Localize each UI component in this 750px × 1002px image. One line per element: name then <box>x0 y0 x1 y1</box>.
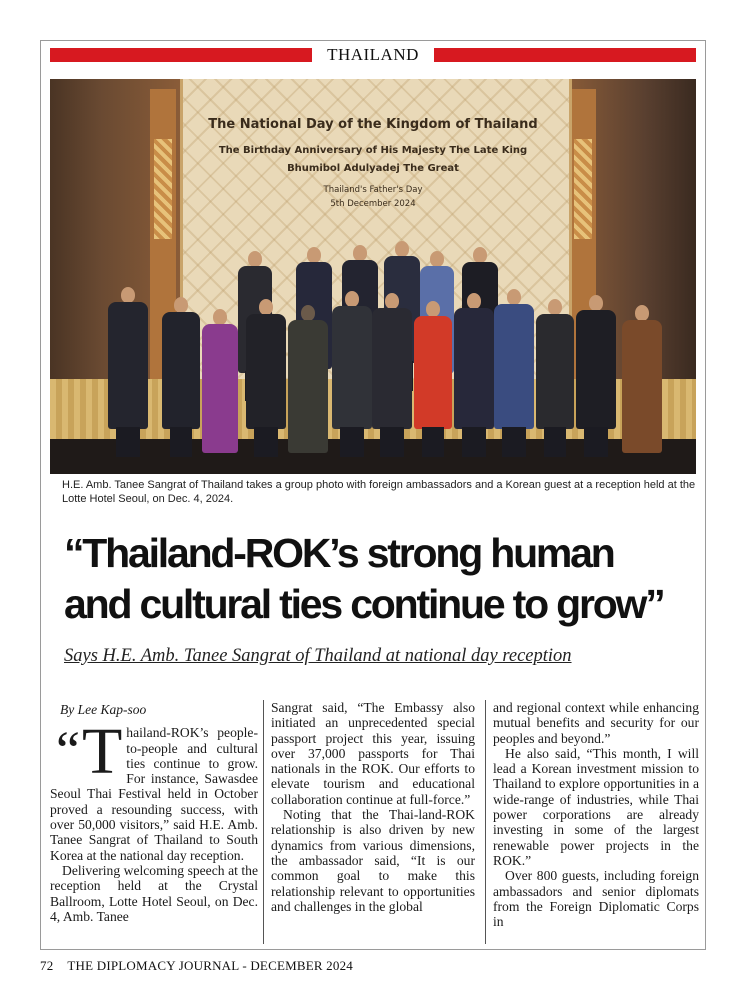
section-header <box>50 44 696 66</box>
photo-person <box>576 295 616 457</box>
photo-person <box>202 309 238 455</box>
photo-person <box>162 297 200 457</box>
paragraph: Noting that the Thai-land-ROK relationship is also driven by new dynamics from various dimensions, the ambassador said, “It is our common goal to make this relationship relevant to opportunities and challenges in the global <box>271 807 475 914</box>
photo-person <box>414 301 452 457</box>
section-bar-right <box>434 48 696 62</box>
article-column-3 <box>493 700 699 929</box>
photo-person <box>332 291 372 457</box>
page-number: 72 <box>40 958 54 973</box>
paragraph: hailand-ROK’s people-to-people and cultural ties continue to grow. For instance, Sawasdee Seoul Thai Festival held in October proved a resounding success, with over 50,000 visitors,” said H.E. Amb. Tanee Sangrat of Thailand to South Korea at the national day reception. <box>50 725 258 863</box>
column-rule <box>485 700 486 944</box>
paragraph: and regional context while enhancing mutual benefits and security for our peoples and beyond.” <box>493 700 699 746</box>
byline: By Lee Kap-soo <box>60 702 147 717</box>
column-rule <box>263 700 264 944</box>
headline-line-1: “Thailand-ROK’s strong human <box>64 530 614 576</box>
drop-cap: T <box>81 715 123 789</box>
paragraph: He also said, “This month, I will lead a Korean investment mission to Thailand to explore opportunities in a wide-range of industries, while Thai power corporations are already investing in some of the largest renewable power projects in the ROK.” <box>493 745 699 868</box>
article-column-1 <box>50 700 258 924</box>
backdrop-line-3: Bhumibol Adulyadej The Great <box>287 163 459 174</box>
paragraph: Over 800 guests, including foreign ambassadors and senior diplomats from the Foreign Diplomatic Corps in <box>493 868 699 930</box>
photo-person <box>454 293 494 457</box>
group-photo <box>50 79 696 474</box>
photo-person <box>108 287 148 457</box>
article-column-2 <box>271 700 475 914</box>
photo-person <box>372 293 412 457</box>
paragraph: Sangrat said, “The Embassy also initiated an unprecedented special passport project this year, issuing over 37,000 passports for Thai nationals in the ROK. Our efforts to elevate tourism and educational collaboration continue at full-force.” <box>271 700 475 807</box>
open-quote-mark: “ <box>56 720 80 781</box>
headline-line-2: and cultural ties continue to grow” <box>64 581 664 627</box>
headline <box>64 528 704 630</box>
backdrop-line-1: The National Day of the Kingdom of Thailand <box>208 117 538 132</box>
section-bar-left <box>50 48 312 62</box>
backdrop-line-5: 5th December 2024 <box>330 199 416 209</box>
publication-name: THE DIPLOMACY JOURNAL - DECEMBER 2024 <box>67 958 353 973</box>
paragraph: Delivering welcoming speech at the reception held at the Crystal Ballroom, Lotte Hotel Seoul, on Dec. 4, Amb. Tanee <box>50 862 258 924</box>
section-title: THAILAND <box>327 45 419 64</box>
photo-person <box>494 289 534 457</box>
photo-caption: H.E. Amb. Tanee Sangrat of Thailand takes a group photo with foreign ambassadors and a Korean guest at a reception held at the Lotte Hotel Seoul, on Dec. 4, 2024. <box>62 479 696 505</box>
backdrop-line-4: Thailand's Father's Day <box>323 185 423 195</box>
photo-person <box>536 299 574 457</box>
photo-person <box>246 299 286 457</box>
subheadline: Says H.E. Amb. Tanee Sangrat of Thailand at national day reception <box>64 646 572 666</box>
backdrop-line-2: The Birthday Anniversary of His Majesty The Late King <box>218 145 528 156</box>
photo-person <box>622 305 662 455</box>
photo-person <box>288 305 328 455</box>
lead-paragraph <box>50 715 258 863</box>
page-footer <box>40 958 680 974</box>
